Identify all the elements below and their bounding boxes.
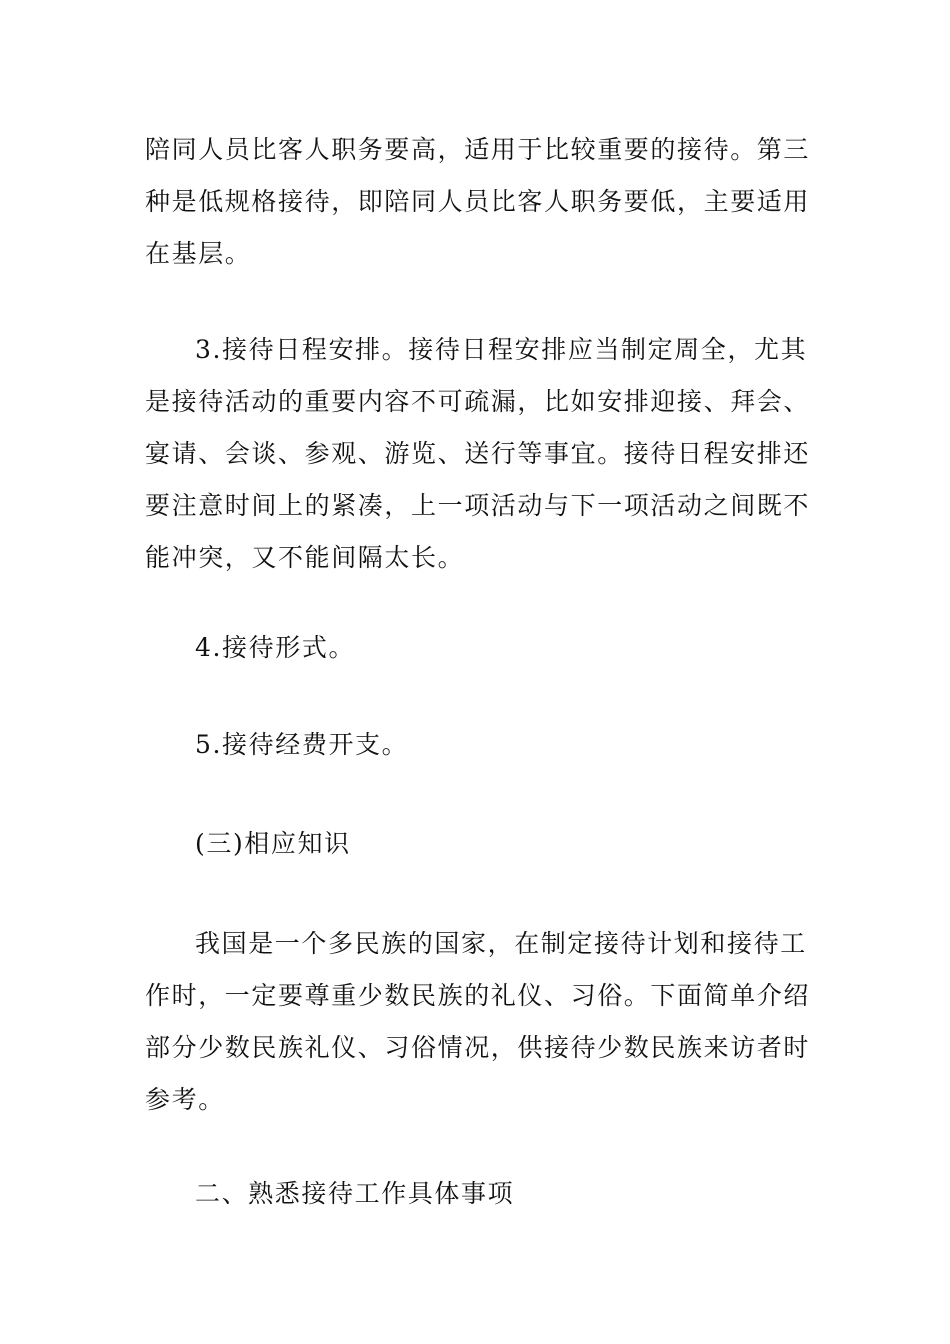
section-heading-knowledge — [145, 818, 810, 870]
paragraph-ethnic-customs — [145, 918, 810, 1126]
paragraph-reception-form — [145, 622, 810, 674]
text-line: 参考。 — [145, 1085, 225, 1114]
text-line: 能冲突，又不能间隔太长。 — [145, 543, 465, 572]
text-line: 种是低规格接待，即陪同人员比客人职务要低，主要适用 — [145, 187, 811, 216]
text-line: 我国是一个多民族的国家，在制定接待计划和接待工 — [195, 929, 807, 958]
text-line: 部分少数民族礼仪、习俗情况，供接待少数民族来访者时 — [145, 1033, 811, 1062]
section-heading-specific-matters — [145, 1168, 810, 1220]
text-line: 二、熟悉接待工作具体事项 — [195, 1179, 515, 1208]
text-line: 宴请、会谈、参观、游览、送行等事宜。接待日程安排还 — [145, 439, 811, 468]
text-line: 5.接待经费开支。 — [195, 730, 409, 759]
text-line: (三)相应知识 — [195, 829, 351, 858]
text-line: 陪同人员比客人职务要高，适用于比较重要的接待。第三 — [145, 135, 811, 164]
paragraph-reception-levels — [145, 124, 810, 280]
paragraph-schedule — [145, 324, 810, 584]
text-line: 作时，一定要尊重少数民族的礼仪、习俗。下面简单介绍 — [145, 981, 811, 1010]
text-line: 在基层。 — [145, 239, 252, 268]
paragraph-expenses — [145, 719, 810, 771]
text-line: 4.接待形式。 — [195, 633, 356, 662]
text-line: 要注意时间上的紧凑，上一项活动与下一项活动之间既不 — [145, 491, 811, 520]
text-line: 3.接待日程安排。接待日程安排应当制定周全，尤其 — [195, 335, 808, 364]
text-line: 是接待活动的重要内容不可疏漏，比如安排迎接、拜会、 — [145, 387, 811, 416]
